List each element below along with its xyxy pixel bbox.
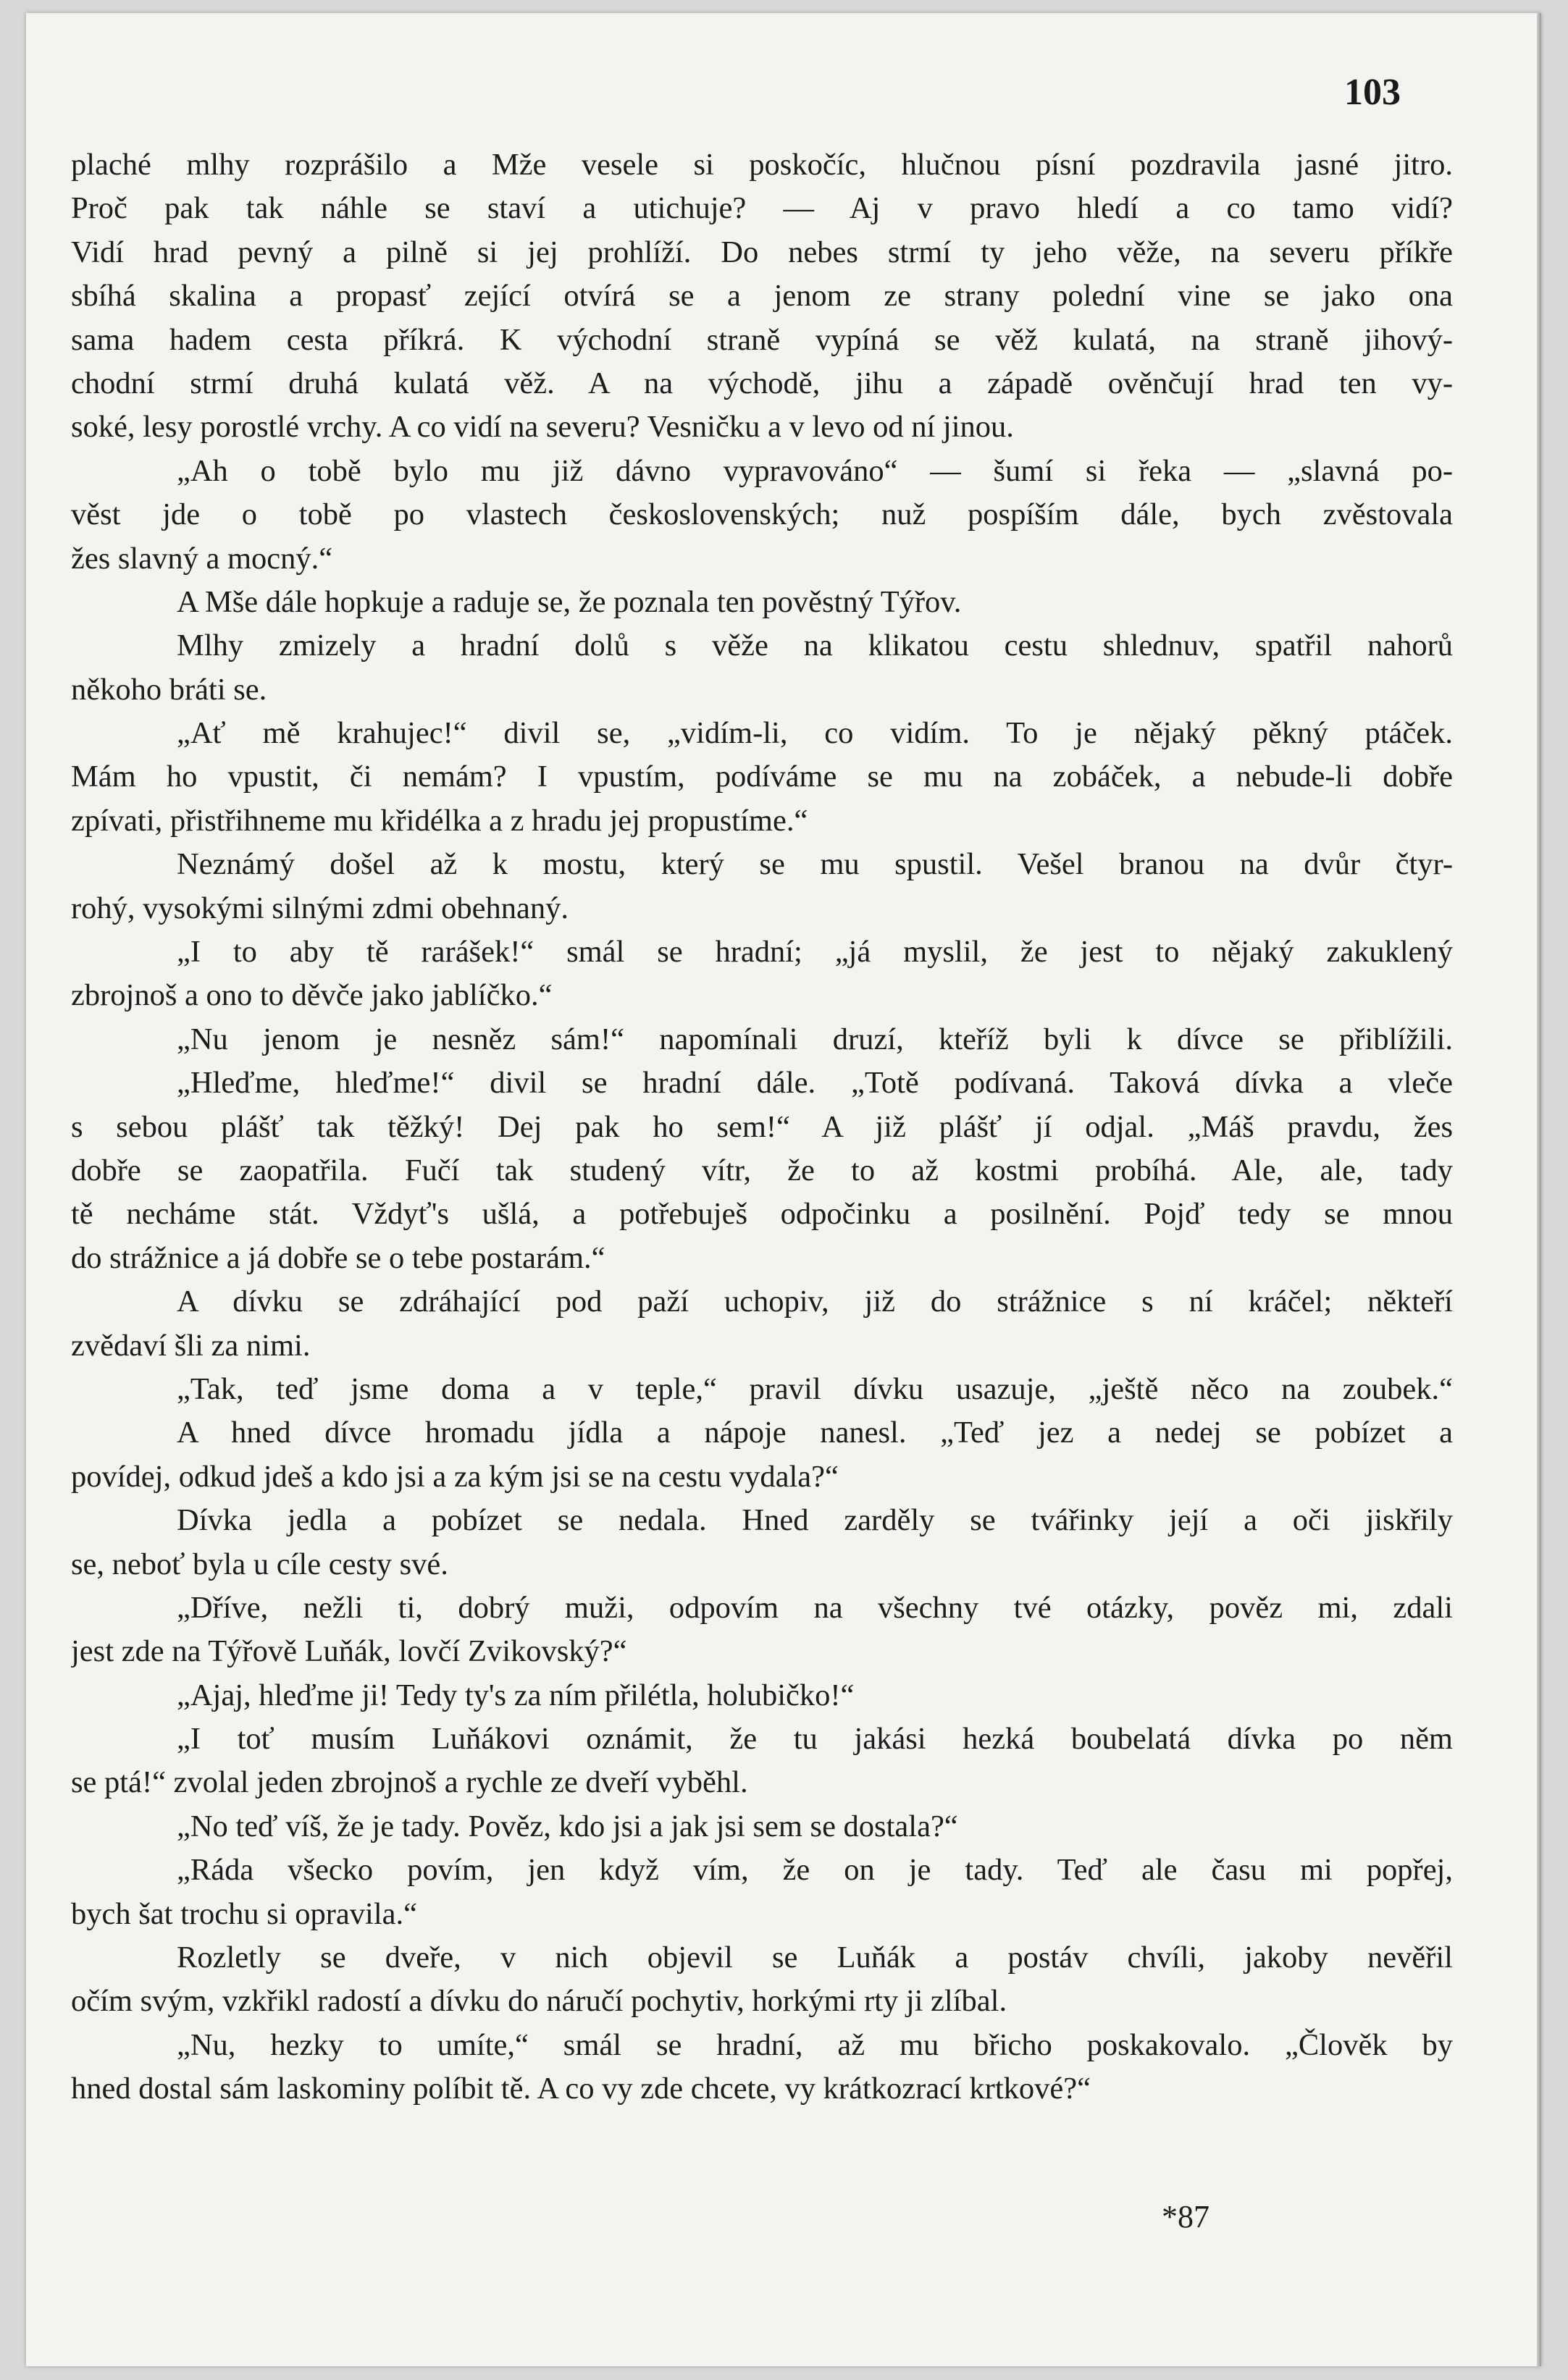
text-line: hned dostal sám laskominy políbit tě. A co vy zde chcete, vy krátkozrací krtkové?“ — [71, 2072, 1091, 2106]
text-line: A Mše dále hopkuje a raduje se, že poznala ten pověstný Týřov. — [177, 584, 962, 619]
text-line: žes slavný a mocný.“ — [71, 541, 333, 576]
text-line: do strážnice a já dobře se o tebe postarám.“ — [71, 1240, 605, 1275]
text-line: sbíhá skalina a propasť zející otvírá se a jenom ze strany polední vine se jako ona — [71, 279, 1453, 314]
text-line: „Dříve, nežli ti, dobrý muži, odpovím na všechny tvé otázky, pověz mi, zdali — [177, 1590, 1453, 1625]
text-line: „I to aby tě rarášek!“ smál se hradní; „já myslil, že jest to nějaký zakuklený — [177, 935, 1453, 970]
text-line: Proč pak tak náhle se staví a utichuje? — Aj v pravo hledí a co tamo vidí? — [71, 191, 1453, 226]
text-line: povídej, odkud jdeš a kdo jsi a za kým jsi se na cestu vydala?“ — [71, 1459, 839, 1494]
text-line: Rozletly se dveře, v nich objevil se Luňák a postáv chvíli, jakoby nevěřil — [177, 1940, 1453, 1975]
text-line: Vidí hrad pevný a pilně si jej prohlíží. Do nebes strmí ty jeho věže, na severu příkře — [71, 235, 1453, 269]
text-line: zpívati, přistřihneme mu křidélka a z hradu jej propustíme.“ — [71, 803, 808, 838]
text-line: s sebou plášť tak těžký! Dej pak ho sem!“ A již plášť jí odjal. „Máš pravdu, žes — [71, 1109, 1453, 1144]
text-line: sama hadem cesta příkrá. K východní straně vypíná se věž kulatá, na straně jihový- — [71, 322, 1453, 357]
text-line: „Hleďme, hleďme!“ divil se hradní dále. „Totě podívaná. Taková dívka a vleče — [177, 1066, 1453, 1101]
text-line: Dívka jedla a pobízet se nedala. Hned zarděly se tvářinky její a oči jiskřily — [177, 1503, 1453, 1538]
text-line: „Ráda všecko povím, jen když vím, že on je tady. Teď ale času mi popřej, — [177, 1853, 1453, 1888]
text-line: dobře se zaopatřila. Fučí tak studený vítr, že to až kostmi probíhá. Ale, ale, tady — [71, 1153, 1453, 1187]
text-line: se, neboť byla u cíle cesty své. — [71, 1547, 448, 1581]
text-line: „Nu jenom je nesněz sám!“ napomínali druzí, kteříž byli k dívce se přiblížili. — [177, 1022, 1453, 1056]
text-line: jest zde na Týřově Luňák, lovčí Zvikovský?“ — [71, 1634, 627, 1669]
text-line: „No teď víš, že je tady. Pověz, kdo jsi a jak jsi sem se dostala?“ — [177, 1809, 958, 1843]
page-number: 103 — [1344, 72, 1401, 113]
text-line: věst jde o tobě po vlastech československých; nuž pospíším dále, bych zvěstovala — [71, 497, 1453, 532]
text-line: „I toť musím Luňákovi oznámit, že tu jakási hezká boubelatá dívka po něm — [177, 1722, 1453, 1757]
book-page — [26, 13, 1541, 2366]
text-line: A hned dívce hromadu jídla a nápoje nanesl. „Teď jez a nedej se pobízet a — [177, 1416, 1453, 1450]
text-line: plaché mlhy rozprášilo a Mže vesele si poskočíc, hlučnou písní pozdravila jasné jitro. — [71, 148, 1453, 182]
text-line: Neznámý došel až k mostu, který se mu spustil. Vešel branou na dvůr čtyr- — [177, 847, 1453, 882]
text-line: bych šat trochu si opravila.“ — [71, 1896, 417, 1931]
text-line: zvědaví šli za nimi. — [71, 1328, 311, 1363]
text-line: „Ať mě krahujec!“ divil se, „vidím-li, co vidím. To je nějaký pěkný ptáček. — [177, 716, 1453, 751]
text-line: očím svým, vzkřikl radostí a dívku do náručí pochytiv, horkými rty ji zlíbal. — [71, 1984, 1007, 2019]
text-line: někoho bráti se. — [71, 672, 267, 707]
text-line: rohý, vysokými silnými zdmi obehnaný. — [71, 891, 569, 925]
text-line: tě necháme stát. Vždyť's ušlá, a potřebuješ odpočinku a posilnění. Pojď tedy se mnou — [71, 1197, 1453, 1232]
text-line: „Nu, hezky to umíte,“ smál se hradní, až mu břicho poskakovalo. „Člověk by — [177, 2027, 1453, 2062]
text-line: se ptá!“ zvolal jeden zbrojnoš a rychle ze dveří vyběhl. — [71, 1765, 748, 1800]
text-line: A dívku se zdráhající pod paží uchopiv, již do strážnice s ní kráčel; někteří — [177, 1284, 1453, 1319]
printer-signature: *87 — [1162, 2199, 1209, 2234]
page-edge-shadow — [1537, 13, 1541, 2366]
text-line: Mám ho vpustit, či nemám? I vpustím, podíváme se mu na zobáček, a nebude-li dobře — [71, 760, 1453, 794]
text-line: zbrojnoš a ono to děvče jako jablíčko.“ — [71, 978, 553, 1013]
text-line: chodní strmí druhá kulatá věž. A na východě, jihu a západě ověnčují hrad ten vy- — [71, 366, 1453, 400]
body-text — [71, 143, 1453, 2111]
text-line: „Tak, teď jsme doma a v teple,“ pravil dívku usazuje, „ještě něco na zoubek.“ — [177, 1371, 1453, 1406]
text-line: Mlhy zmizely a hradní dolů s věže na klikatou cestu shlednuv, spatřil nahorů — [177, 628, 1453, 663]
text-line: soké, lesy porostlé vrchy. A co vidí na severu? Vesničku a v levo od ní jinou. — [71, 410, 1014, 445]
text-line: „Ah o tobě bylo mu již dávno vypravováno“ — šumí si řeka — „slavná po- — [177, 453, 1453, 488]
text-line: „Ajaj, hleďme ji! Tedy ty's za ním přilétla, holubičko!“ — [177, 1678, 855, 1712]
